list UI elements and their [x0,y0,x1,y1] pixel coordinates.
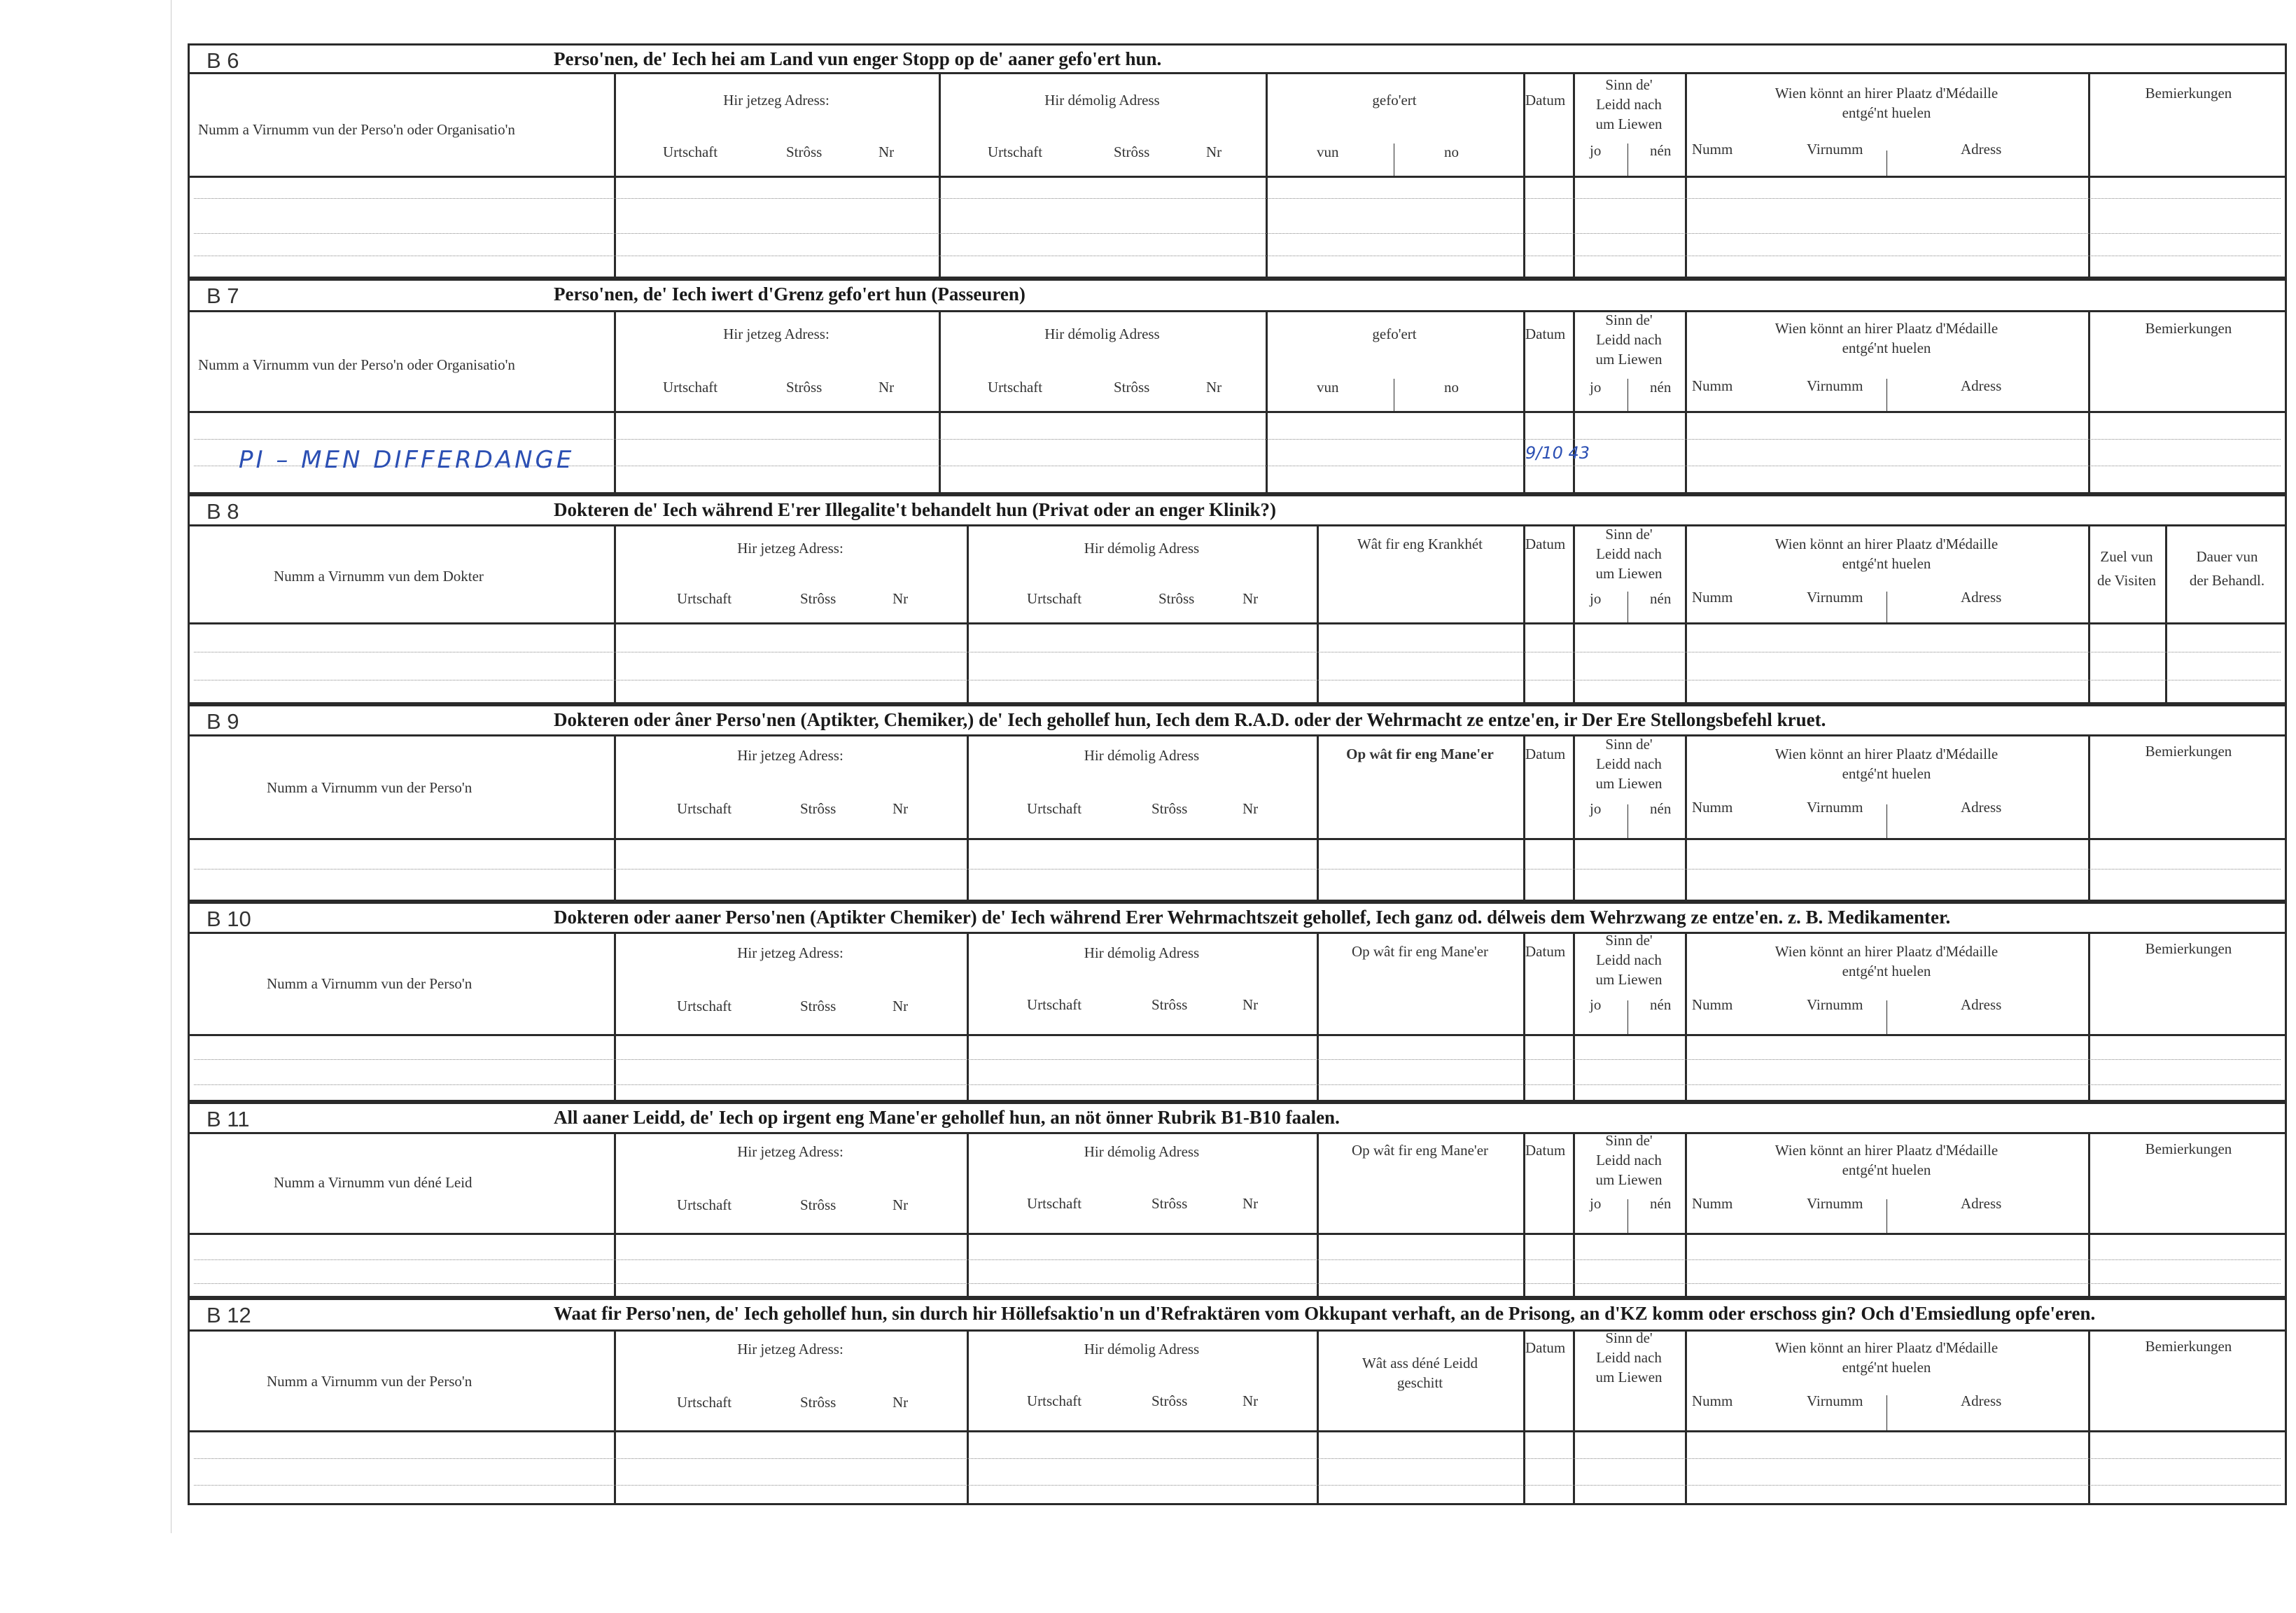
col-firstname: Virnumm [1807,589,1863,606]
col-surname: Numm [1692,1392,1733,1409]
col-alive: um Liewen [1595,1171,1662,1188]
col-nr: Nr [892,800,909,817]
col-manner: Op wât fir eng Mane'er [1351,943,1489,960]
col-medal: Wien könnt an hirer Plaatz d'Médaille [1774,943,1998,960]
col-alive: Sinn de' [1605,736,1653,753]
section-title: Dokteren de' Iech während E'rer Illegalite't behandelt hun (Privat oder an enger Klinik?) [554,499,1277,520]
col-alive: Leidd nach [1596,331,1662,348]
page-edge-line [171,0,172,1533]
col-street: Strôss [800,590,836,607]
col-address: Adress [1961,1392,2002,1409]
col-former-address: Hir démolig Adress [1084,1143,1200,1160]
col-address: Adress [1961,141,2002,158]
section-b12 [188,1298,2287,1505]
col-date: Datum [1525,326,1566,342]
col-alive: Leidd nach [1596,755,1662,772]
col-yes: jo [1590,379,1602,396]
col-town: Urtschaft [677,1394,732,1411]
section-code: B 7 [206,284,239,308]
col-address: Adress [1961,377,2002,394]
col-alive: um Liewen [1595,1369,1662,1385]
col-medal: entgé'nt huelen [1842,963,1931,979]
col-address: Adress [1961,996,2002,1013]
col-no: nén [1650,996,1672,1013]
section-title: All aaner Leidd, de' Iech op irgent eng Mane'er gehollef hun, an nöt önner Rubrik B1-B10 faalen. [554,1107,1340,1128]
col-street: Strôss [800,800,836,817]
section-code: B 9 [206,709,239,734]
col-street: Strôss [1114,379,1150,396]
col-yes: jo [1590,996,1602,1013]
col-alive: Leidd nach [1596,951,1662,968]
col-alive: Sinn de' [1605,76,1653,93]
col-name-header: Numm a Virnumm vun déné Leid [274,1174,472,1191]
col-medal: Wien könnt an hirer Plaatz d'Médaille [1774,746,1998,762]
col-former-address: Hir démolig Adress [1044,326,1160,342]
col-medal: entgé'nt huelen [1842,1359,1931,1376]
col-no: nén [1650,142,1672,159]
col-town: Urtschaft [988,144,1043,160]
col-surname: Numm [1692,589,1733,606]
col-street: Strôss [800,998,836,1014]
col-firstname: Virnumm [1807,141,1863,158]
col-town: Urtschaft [1027,800,1082,817]
col-alive: Leidd nach [1596,1152,1662,1168]
col-alive: Leidd nach [1596,96,1662,113]
col-no: nén [1650,590,1672,607]
col-street: Strôss [786,144,822,160]
col-medal: entgé'nt huelen [1842,765,1931,782]
col-street: Strôss [1114,144,1150,160]
col-led: gefo'ert [1372,326,1417,342]
col-former-address: Hir démolig Adress [1084,944,1200,961]
col-remarks: Bemierkungen [2145,320,2232,337]
col-what-happened: geschitt [1396,1374,1443,1391]
col-medal: entgé'nt huelen [1842,340,1931,356]
col-town: Urtschaft [1027,590,1082,607]
col-nr: Nr [892,1394,909,1411]
col-town: Urtschaft [677,800,732,817]
col-nr: Nr [892,1196,909,1213]
col-town: Urtschaft [663,379,718,396]
col-date: Datum [1525,943,1566,960]
section-b9 [188,704,2287,902]
col-no: nén [1650,379,1672,396]
col-date: Datum [1525,1142,1566,1159]
col-medal: entgé'nt huelen [1842,555,1931,572]
section-b7 [188,279,2287,494]
col-yes: jo [1590,1195,1602,1212]
col-nr: Nr [1242,1392,1259,1409]
col-surname: Numm [1692,1195,1733,1212]
col-remarks: Bemierkungen [2145,743,2232,760]
section-code: B 10 [206,907,251,931]
col-alive: Sinn de' [1605,526,1653,543]
col-former-address: Hir démolig Adress [1084,540,1200,557]
col-remarks: Bemierkungen [2145,940,2232,957]
col-remarks: Bemierkungen [2145,1140,2232,1157]
col-street: Strôss [800,1196,836,1213]
section-b8 [188,494,2287,704]
section-b6 [188,43,2287,279]
col-former-address: Hir démolig Adress [1084,1341,1200,1357]
col-address: Adress [1961,1195,2002,1212]
section-title: Dokteren oder âner Perso'nen (Aptikter, Chemiker,) de' Iech gehollef hun, Iech dem R.A.D. oder der Wehrmacht ze entze'en, ir Der Ere Stellongsbefehl kruet. [554,709,1826,730]
col-from: vun [1317,144,1339,160]
col-street: Strôss [1152,1195,1188,1212]
section-code: B 12 [206,1303,251,1327]
col-medal: Wien könnt an hirer Plaatz d'Médaille [1774,536,1998,552]
col-nr: Nr [1242,800,1259,817]
col-nr: Nr [892,590,909,607]
col-address: Adress [1961,799,2002,816]
col-date: Datum [1525,746,1566,762]
col-no: nén [1650,800,1672,817]
col-former-address: Hir démolig Adress [1084,747,1200,764]
col-to: no [1444,379,1459,396]
col-firstname: Virnumm [1807,799,1863,816]
col-firstname: Virnumm [1807,1392,1863,1409]
col-nr: Nr [892,998,909,1014]
col-town: Urtschaft [677,1196,732,1213]
col-nr: Nr [1206,144,1222,160]
col-remarks: Bemierkungen [2145,85,2232,102]
col-current-address: Hir jetzeg Adress: [737,540,844,557]
col-current-address: Hir jetzeg Adress: [737,747,844,764]
col-address: Adress [1961,589,2002,606]
col-medal: entgé'nt huelen [1842,1161,1931,1178]
col-current-address: Hir jetzeg Adress: [723,92,830,109]
section-title: Perso'nen, de' Iech hei am Land vun enger Stopp op de' aaner gefo'ert hun. [554,48,1162,69]
col-alive: Sinn de' [1605,1132,1653,1149]
section-code: B 8 [206,499,239,524]
col-date: Datum [1525,92,1566,109]
col-yes: jo [1590,800,1602,817]
col-surname: Numm [1692,996,1733,1013]
col-town: Urtschaft [1027,1195,1082,1212]
col-current-address: Hir jetzeg Adress: [737,1143,844,1160]
col-nr: Nr [1242,1195,1259,1212]
col-alive: Sinn de' [1605,312,1653,328]
col-street: Strôss [786,379,822,396]
col-current-address: Hir jetzeg Adress: [737,944,844,961]
col-medal: Wien könnt an hirer Plaatz d'Médaille [1774,85,1998,102]
col-visits: de Visiten [2096,572,2157,589]
col-no: nén [1650,1195,1672,1212]
col-street: Strôss [1152,1392,1188,1409]
col-town: Urtschaft [677,998,732,1014]
col-surname: Numm [1692,141,1733,158]
col-alive: um Liewen [1595,565,1662,582]
col-remarks: Bemierkungen [2145,1338,2232,1355]
col-firstname: Virnumm [1807,1195,1863,1212]
col-surname: Numm [1692,799,1733,816]
col-alive: um Liewen [1595,116,1662,132]
col-alive: um Liewen [1595,971,1662,988]
col-nr: Nr [1242,996,1259,1013]
col-town: Urtschaft [1027,1392,1082,1409]
col-name-header: Numm a Virnumm vun der Perso'n [267,779,472,796]
col-duration: Dauer vun [2196,548,2258,565]
col-town: Urtschaft [663,144,718,160]
col-date: Datum [1525,536,1566,552]
col-nr: Nr [878,379,895,396]
col-name-header: Numm a Virnumm vun der Perso'n [267,975,472,992]
col-town: Urtschaft [1027,996,1082,1013]
col-manner: Op wât fir eng Mane'er [1351,1142,1489,1159]
col-name-header: Numm a Virnumm vun dem Dokter [274,568,484,585]
col-medal: entgé'nt huelen [1842,104,1931,121]
section-title: Dokteren oder aaner Perso'nen (Aptikter Chemiker) de' Iech während Erer Wehrmachtszeit gehollef, Iech ganz od. délweis dem Wehrzwang ze entze'en. z. B. Medikamenter. [554,907,1951,928]
col-duration: der Behandl. [2189,572,2265,589]
section-title: Perso'nen, de' Iech iwert d'Grenz gefo'ert hun (Passeuren) [554,284,1026,305]
col-firstname: Virnumm [1807,377,1863,394]
section-title: Waat fir Perso'nen, de' Iech gehollef hun, sin durch hir Höllefsaktio'n un d'Refraktären vom Okkupant verhaft, an de Prisong, an d'KZ komm oder erschoss gin? Och d'Emsiedlung opfe'eren. [554,1303,2096,1324]
col-manner: Op wât fir eng Mane'er [1346,746,1494,762]
col-yes: jo [1590,142,1602,159]
col-alive: Leidd nach [1596,1349,1662,1366]
handwritten-date: 9/10 43 [1525,443,1590,463]
col-current-address: Hir jetzeg Adress: [723,326,830,342]
col-former-address: Hir démolig Adress [1044,92,1160,109]
col-street: Strôss [1152,996,1188,1013]
col-name-header: Numm a Virnumm vun der Perso'n [267,1373,472,1390]
col-illness: Wât fir eng Krankhét [1357,536,1483,552]
section-code: B 6 [206,48,239,73]
col-from: vun [1317,379,1339,396]
col-street: Strôss [1158,590,1195,607]
col-street: Strôss [800,1394,836,1411]
col-nr: Nr [1206,379,1222,396]
col-nr: Nr [1242,590,1259,607]
col-name-header: Numm a Virnumm vun der Perso'n oder Organisatio'n [198,356,515,373]
col-alive: um Liewen [1595,351,1662,368]
col-medal: Wien könnt an hirer Plaatz d'Médaille [1774,1142,1998,1159]
col-surname: Numm [1692,377,1733,394]
col-town: Urtschaft [677,590,732,607]
col-name-header: Numm a Virnumm vun der Perso'n oder Organisatio'n [198,121,515,138]
col-alive: Leidd nach [1596,545,1662,562]
col-visits: Zuel vun [2100,548,2153,565]
col-led: gefo'ert [1372,92,1417,109]
col-alive: Sinn de' [1605,932,1653,949]
col-town: Urtschaft [988,379,1043,396]
col-nr: Nr [878,144,895,160]
col-alive: Sinn de' [1605,1329,1653,1346]
col-firstname: Virnumm [1807,996,1863,1013]
section-b10 [188,902,2287,1102]
col-medal: Wien könnt an hirer Plaatz d'Médaille [1774,320,1998,337]
section-b11 [188,1102,2287,1298]
col-street: Strôss [1152,800,1188,817]
section-code: B 11 [206,1107,250,1131]
col-date: Datum [1525,1339,1566,1356]
col-what-happened: Wât ass déné Leidd [1362,1355,1478,1371]
col-alive: um Liewen [1595,775,1662,792]
handwritten-passeur-name: PI – MEN DIFFERDANGE [239,446,575,474]
col-yes: jo [1590,590,1602,607]
col-current-address: Hir jetzeg Adress: [737,1341,844,1357]
col-to: no [1444,144,1459,160]
col-medal: Wien könnt an hirer Plaatz d'Médaille [1774,1339,1998,1356]
